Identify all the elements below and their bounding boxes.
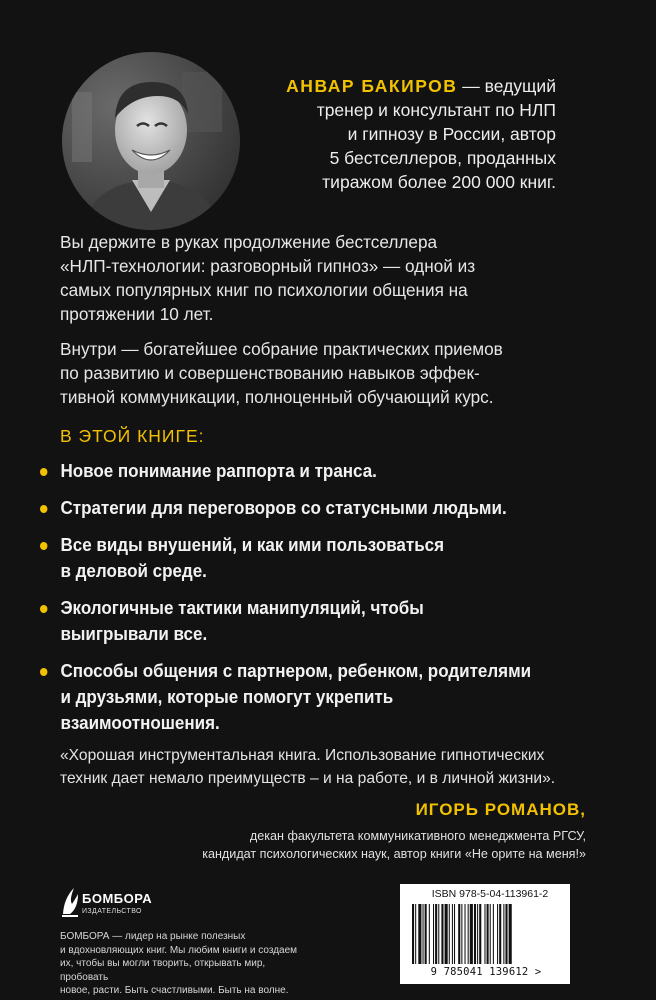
- bullet-dot-icon: [40, 505, 47, 513]
- author-photo: [62, 52, 240, 230]
- intro-p1-line: протяжении 10 лет.: [60, 304, 214, 324]
- section-heading: В ЭТОЙ КНИГЕ:: [60, 426, 205, 446]
- bullet-dot-icon: [40, 668, 47, 676]
- intro-paragraph-2: [60, 337, 560, 409]
- quote-line: техник дает немало преимуществ – и на работе, и в личной жизни».: [60, 770, 556, 787]
- feature-item: [40, 532, 542, 584]
- feature-item: [40, 595, 542, 647]
- feature-line: и друзьями, которые помогут укрепить взаимоотношения.: [60, 686, 394, 733]
- quote-line: «Хорошая инструментальная книга. Использование гипнотических: [60, 747, 545, 764]
- author-bio-line-1: [262, 74, 556, 98]
- blurb-line: БОМБОРА — лидер на рынке полезных: [60, 931, 246, 942]
- credentials-line: кандидат психологических наук, автор книги «Не орите на меня!»: [202, 847, 586, 861]
- quote-author: ИГОРЬ РОМАНОВ,: [415, 800, 586, 819]
- feature-item: [40, 495, 542, 521]
- blurb-line: их, чтобы вы могли творить, открывать мир, пробовать: [60, 958, 266, 983]
- quote-credentials: [116, 827, 586, 863]
- bullet-dot-icon: [40, 468, 47, 476]
- author-portrait-illustration: [62, 52, 240, 230]
- publisher-name: БОМБОРА: [82, 891, 153, 906]
- feature-line: Экологичные тактики манипуляций, чтобы: [60, 597, 424, 618]
- feature-item: [40, 658, 542, 736]
- publisher-logo: [60, 884, 190, 924]
- feature-line: Стратегии для переговоров со статусными людьми.: [60, 497, 507, 518]
- barcode-number: 9 785041 139612 >: [430, 966, 542, 978]
- author-bio: [262, 74, 556, 194]
- credentials-line: декан факультета коммуникативного менеджмента РГСУ,: [249, 829, 586, 843]
- publisher-subtitle: ИЗДАТЕЛЬСТВО: [82, 908, 142, 915]
- intro-p1-line: «НЛП-технологии: разговорный гипноз» — одной из: [60, 256, 476, 276]
- feature-line: в деловой среде.: [60, 560, 207, 581]
- feature-line: Способы общения с партнером, ребенком, родителями: [60, 660, 532, 681]
- author-bio-line-5: тиражом более 200 000 книг.: [322, 172, 556, 192]
- author-bio-line-3: и гипнозу в России, автор: [347, 124, 556, 144]
- feature-list: [40, 458, 580, 747]
- author-name: АНВАР БАКИРОВ: [286, 76, 458, 96]
- intro-p1-line: Вы держите в руках продолжение бестселлера: [60, 232, 438, 252]
- intro-p2-line: по развитию и совершенствованию навыков эффек-: [60, 363, 480, 383]
- intro-p2-line: Внутри — богатейшее собрание практических приемов: [60, 339, 503, 359]
- isbn-label: ISBN 978-5-04-113961-2: [431, 888, 549, 900]
- barcode: [400, 884, 570, 984]
- testimonial-quote: [60, 744, 580, 790]
- blurb-line: и вдохновляющих книг. Мы любим книги и создаем: [60, 944, 298, 956]
- feature-line: Все виды внушений, и как ими пользоваться: [60, 534, 445, 555]
- feature-line: выигрывали все.: [60, 623, 208, 644]
- author-bio-line-1-rest: — ведущий: [462, 76, 556, 96]
- author-bio-line-4: 5 бестселлеров, проданных: [329, 148, 556, 168]
- bullet-dot-icon: [40, 605, 47, 613]
- feature-item: [40, 458, 542, 484]
- blurb-line: новое, расти. Быть счастливыми. Быть на волне.: [60, 985, 289, 996]
- intro-p2-line: тивной коммуникации, полноценный обучающий курс.: [60, 387, 494, 407]
- bombora-wave-logo-icon: [60, 884, 80, 920]
- barcode-bars-icon: [410, 904, 560, 966]
- intro-paragraph-1: [60, 230, 560, 326]
- feature-line: Новое понимание раппорта и транса.: [60, 460, 377, 481]
- bullet-dot-icon: [40, 542, 47, 550]
- intro-p1-line: самых популярных книг по психологии общения на: [60, 280, 468, 300]
- author-bio-line-2: тренер и консультант по НЛП: [316, 100, 556, 120]
- publisher-blurb: [60, 930, 310, 998]
